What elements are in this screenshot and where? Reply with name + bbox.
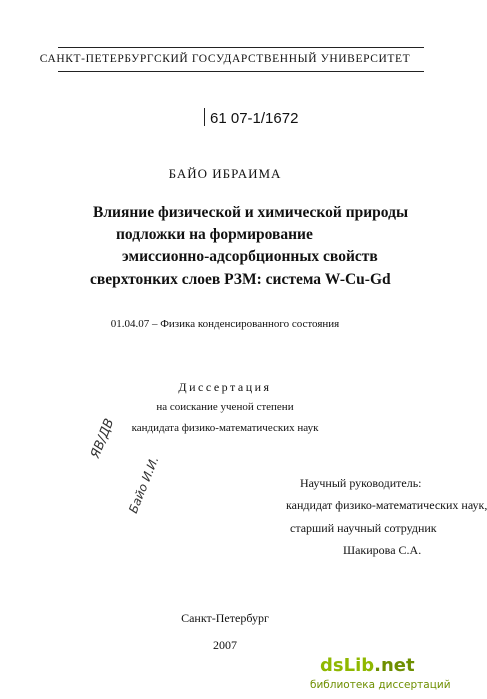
document-type: Диссертация xyxy=(178,380,272,394)
watermark-tld: .net xyxy=(374,655,415,676)
supervisor-degree: кандидат физико-математических наук, xyxy=(286,498,487,512)
bottom-rule xyxy=(58,71,424,72)
watermark-subtitle: библиотека диссертаций xyxy=(310,679,451,691)
degree-line-2: кандидата физико-математических наук xyxy=(131,422,319,434)
city: Санкт-Петербург xyxy=(181,611,269,625)
supervisor-heading: Научный руководитель: xyxy=(300,476,422,490)
catalog-code: 61 07-1/1672 xyxy=(210,110,299,127)
specialty: 01.04.07 – Физика конденсированного состояния xyxy=(110,318,340,330)
degree-line-1: на соискание ученой степени xyxy=(156,401,294,413)
title-line-2: подложки на формирование xyxy=(116,226,313,243)
top-rule xyxy=(58,47,424,48)
code-bracket xyxy=(204,108,205,126)
author-name: БАЙО ИБРАИМА xyxy=(168,166,282,181)
title-line-3: эмиссионно-адсорбционных свойств xyxy=(122,248,378,265)
university-name: САНКТ-ПЕТЕРБУРГСКИЙ ГОСУДАРСТВЕННЫЙ УНИВЕРСИТЕТ xyxy=(39,53,411,65)
supervisor-name: Шакирова С.А. xyxy=(343,543,422,557)
supervisor-position: старший научный сотрудник xyxy=(290,521,437,535)
watermark-domain: dsLib xyxy=(320,655,375,676)
title-line-4: сверхтонких слоев РЗМ: система W-Cu-Gd xyxy=(90,271,391,288)
handwritten-signature: Байо И.И. xyxy=(126,454,162,516)
title-line-1: Влияние физической и химической природы xyxy=(93,204,409,221)
handwritten-stamp: ЯВ/ДВ xyxy=(88,416,118,461)
watermark-logo[interactable] xyxy=(320,655,415,676)
year: 2007 xyxy=(213,638,237,652)
